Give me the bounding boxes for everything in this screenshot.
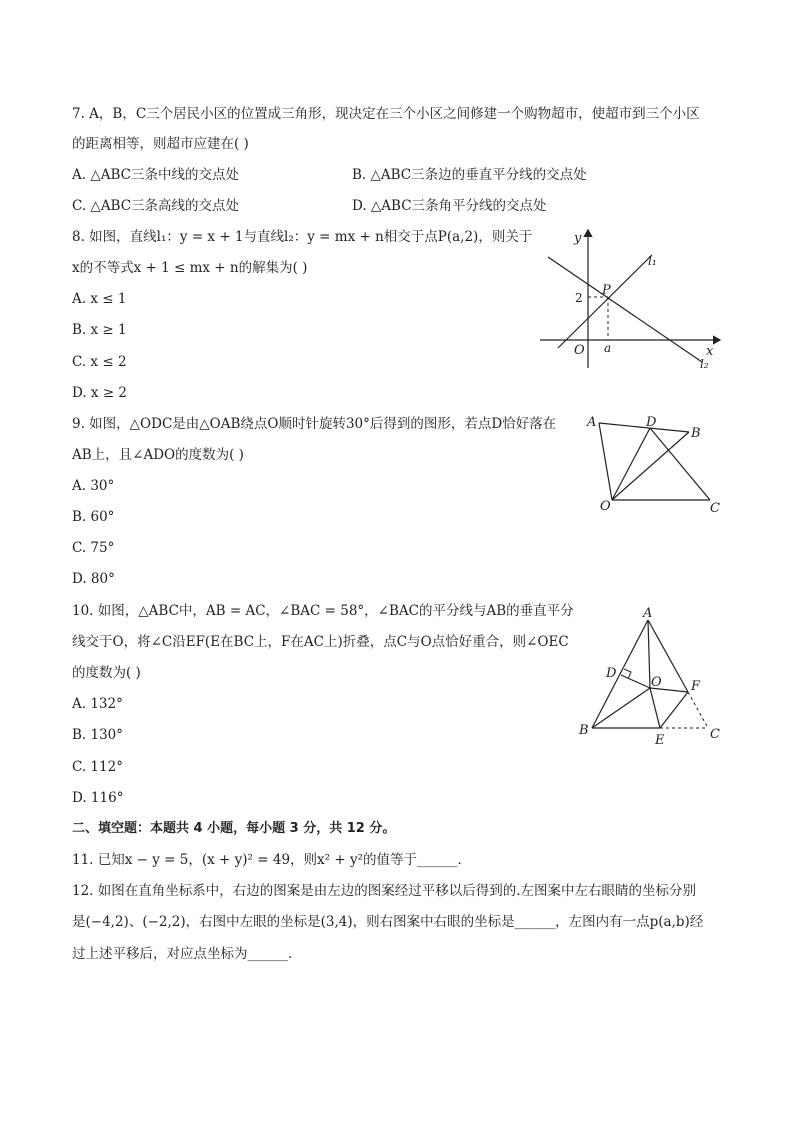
q8-label-l2: l₂ xyxy=(700,357,709,371)
q7-option-a: A. △ABC三条中线的交点处 xyxy=(72,167,239,183)
q8-label-2: 2 xyxy=(575,291,583,305)
q8-label-o: O xyxy=(574,343,585,358)
q10-line3: 的度数为( ) xyxy=(72,665,141,681)
q8-label-p: P xyxy=(602,283,611,298)
q9-option-b: B. 60° xyxy=(72,509,115,525)
q8-line-l2 xyxy=(548,257,702,362)
q9-option-c: C. 75° xyxy=(72,540,115,556)
q7-option-c: C. △ABC三条高线的交点处 xyxy=(72,198,240,214)
q12-line3: 过上述平移后，对应点坐标为______． xyxy=(72,946,302,962)
q7-option-d: D. △ABC三条角平分线的交点处 xyxy=(352,198,547,214)
q9-label-c: C xyxy=(710,501,720,516)
q9-label-b: B xyxy=(691,426,701,441)
q8-option-c: C. x ≤ 2 xyxy=(72,354,127,370)
q9-seg-oa xyxy=(599,423,612,500)
q9-seg-ab xyxy=(599,423,689,432)
q10-label-d: D xyxy=(606,666,617,681)
q8-label-x: x xyxy=(706,344,714,359)
q10-label-f: F xyxy=(691,679,701,694)
q9-seg-od xyxy=(612,428,650,500)
q12-line2: 是(−4,2)、(−2,2)，右图中左眼的坐标是(3,4)，则右图案中右眼的坐标是______，左图内有一点p(a,b)经 xyxy=(72,914,704,930)
q10-line2: 线交于O，将∠C沿EF(E在BC上，F在AC上)折叠，点C与O点恰好重合，则∠OEC xyxy=(72,634,569,650)
q8-option-d: D. x ≥ 2 xyxy=(72,385,128,401)
q9-line1: 9. 如图，△ODC是由△OAB绕点O顺时针旋转30°后得到的图形，若点D恰好落在 xyxy=(72,416,557,432)
q10-option-d: D. 116° xyxy=(72,790,124,806)
q7-option-b: B. △ABC三条边的垂直平分线的交点处 xyxy=(352,167,587,183)
q10-seg-fc-dashed xyxy=(688,692,708,728)
q10-seg-ef xyxy=(660,692,688,728)
q9-seg-dc xyxy=(650,428,710,500)
q10-option-b: B. 130° xyxy=(72,727,124,743)
q10-label-e: E xyxy=(655,733,665,748)
q8-line-l1 xyxy=(558,255,652,348)
q8-option-a: A. x ≤ 1 xyxy=(72,291,127,307)
q10-seg-ao xyxy=(648,620,650,688)
q9-line2: AB上，且∠ADO的度数为( ) xyxy=(72,447,244,463)
q10-option-a: A. 132° xyxy=(72,696,123,712)
q10-label-b: B xyxy=(579,723,589,738)
q10-label-a: A xyxy=(643,606,653,621)
q10-seg-oe xyxy=(650,688,660,728)
q8-line1: 8. 如图，直线l₁：y = x + 1与直线l₂：y = mx + n相交于点P(a,2)，则关于 xyxy=(72,229,533,245)
q9-label-a: A xyxy=(587,415,597,430)
q8-label-y: y xyxy=(574,231,582,246)
q10-label-c: C xyxy=(710,727,720,742)
q8-option-b: B. x ≥ 1 xyxy=(72,322,127,338)
q8-line2: x的不等式x + 1 ≤ mx + n的解集为( ) xyxy=(72,260,308,276)
q8-label-l1: l₁ xyxy=(648,254,657,268)
q12-line1: 12. 如图在直角坐标系中，右边的图案是由左边的图案经过平移以后得到的.左图案中左右眼睛的坐标分别 xyxy=(72,883,697,899)
q10-seg-ab xyxy=(592,620,648,728)
q9-option-d: D. 80° xyxy=(72,571,115,587)
q10-seg-do xyxy=(621,675,650,688)
q8-label-a: a xyxy=(604,341,612,355)
q7-line1: 7. A，B，C三个居民小区的位置成三角形，现决定在三个小区之间修建一个购物超市，使超市到三个小区 xyxy=(72,106,700,122)
q10-option-c: C. 112° xyxy=(72,759,123,775)
q9-label-d: D xyxy=(646,415,657,430)
q11-line: 11. 已知x − y = 5，(x + y)² = 49，则x² + y²的值等于______． xyxy=(72,852,471,868)
q7-line2: 的距离相等，则超市应建在( ) xyxy=(72,136,249,152)
section-heading: 二、填空题：本题共 4 小题，每小题 3 分，共 12 分。 xyxy=(72,821,396,836)
q9-option-a: A. 30° xyxy=(72,478,115,494)
q9-figure xyxy=(586,415,720,516)
q10-seg-bo xyxy=(592,688,650,728)
q10-label-o: O xyxy=(651,675,662,690)
q10-line1: 10. 如图，△ABC中，AB = AC，∠BAC = 58°，∠BAC的平分线与AB的垂直平分 xyxy=(72,603,574,619)
q9-label-o: O xyxy=(600,499,611,514)
q9-seg-ob xyxy=(612,432,689,500)
q10-figure xyxy=(578,606,720,748)
